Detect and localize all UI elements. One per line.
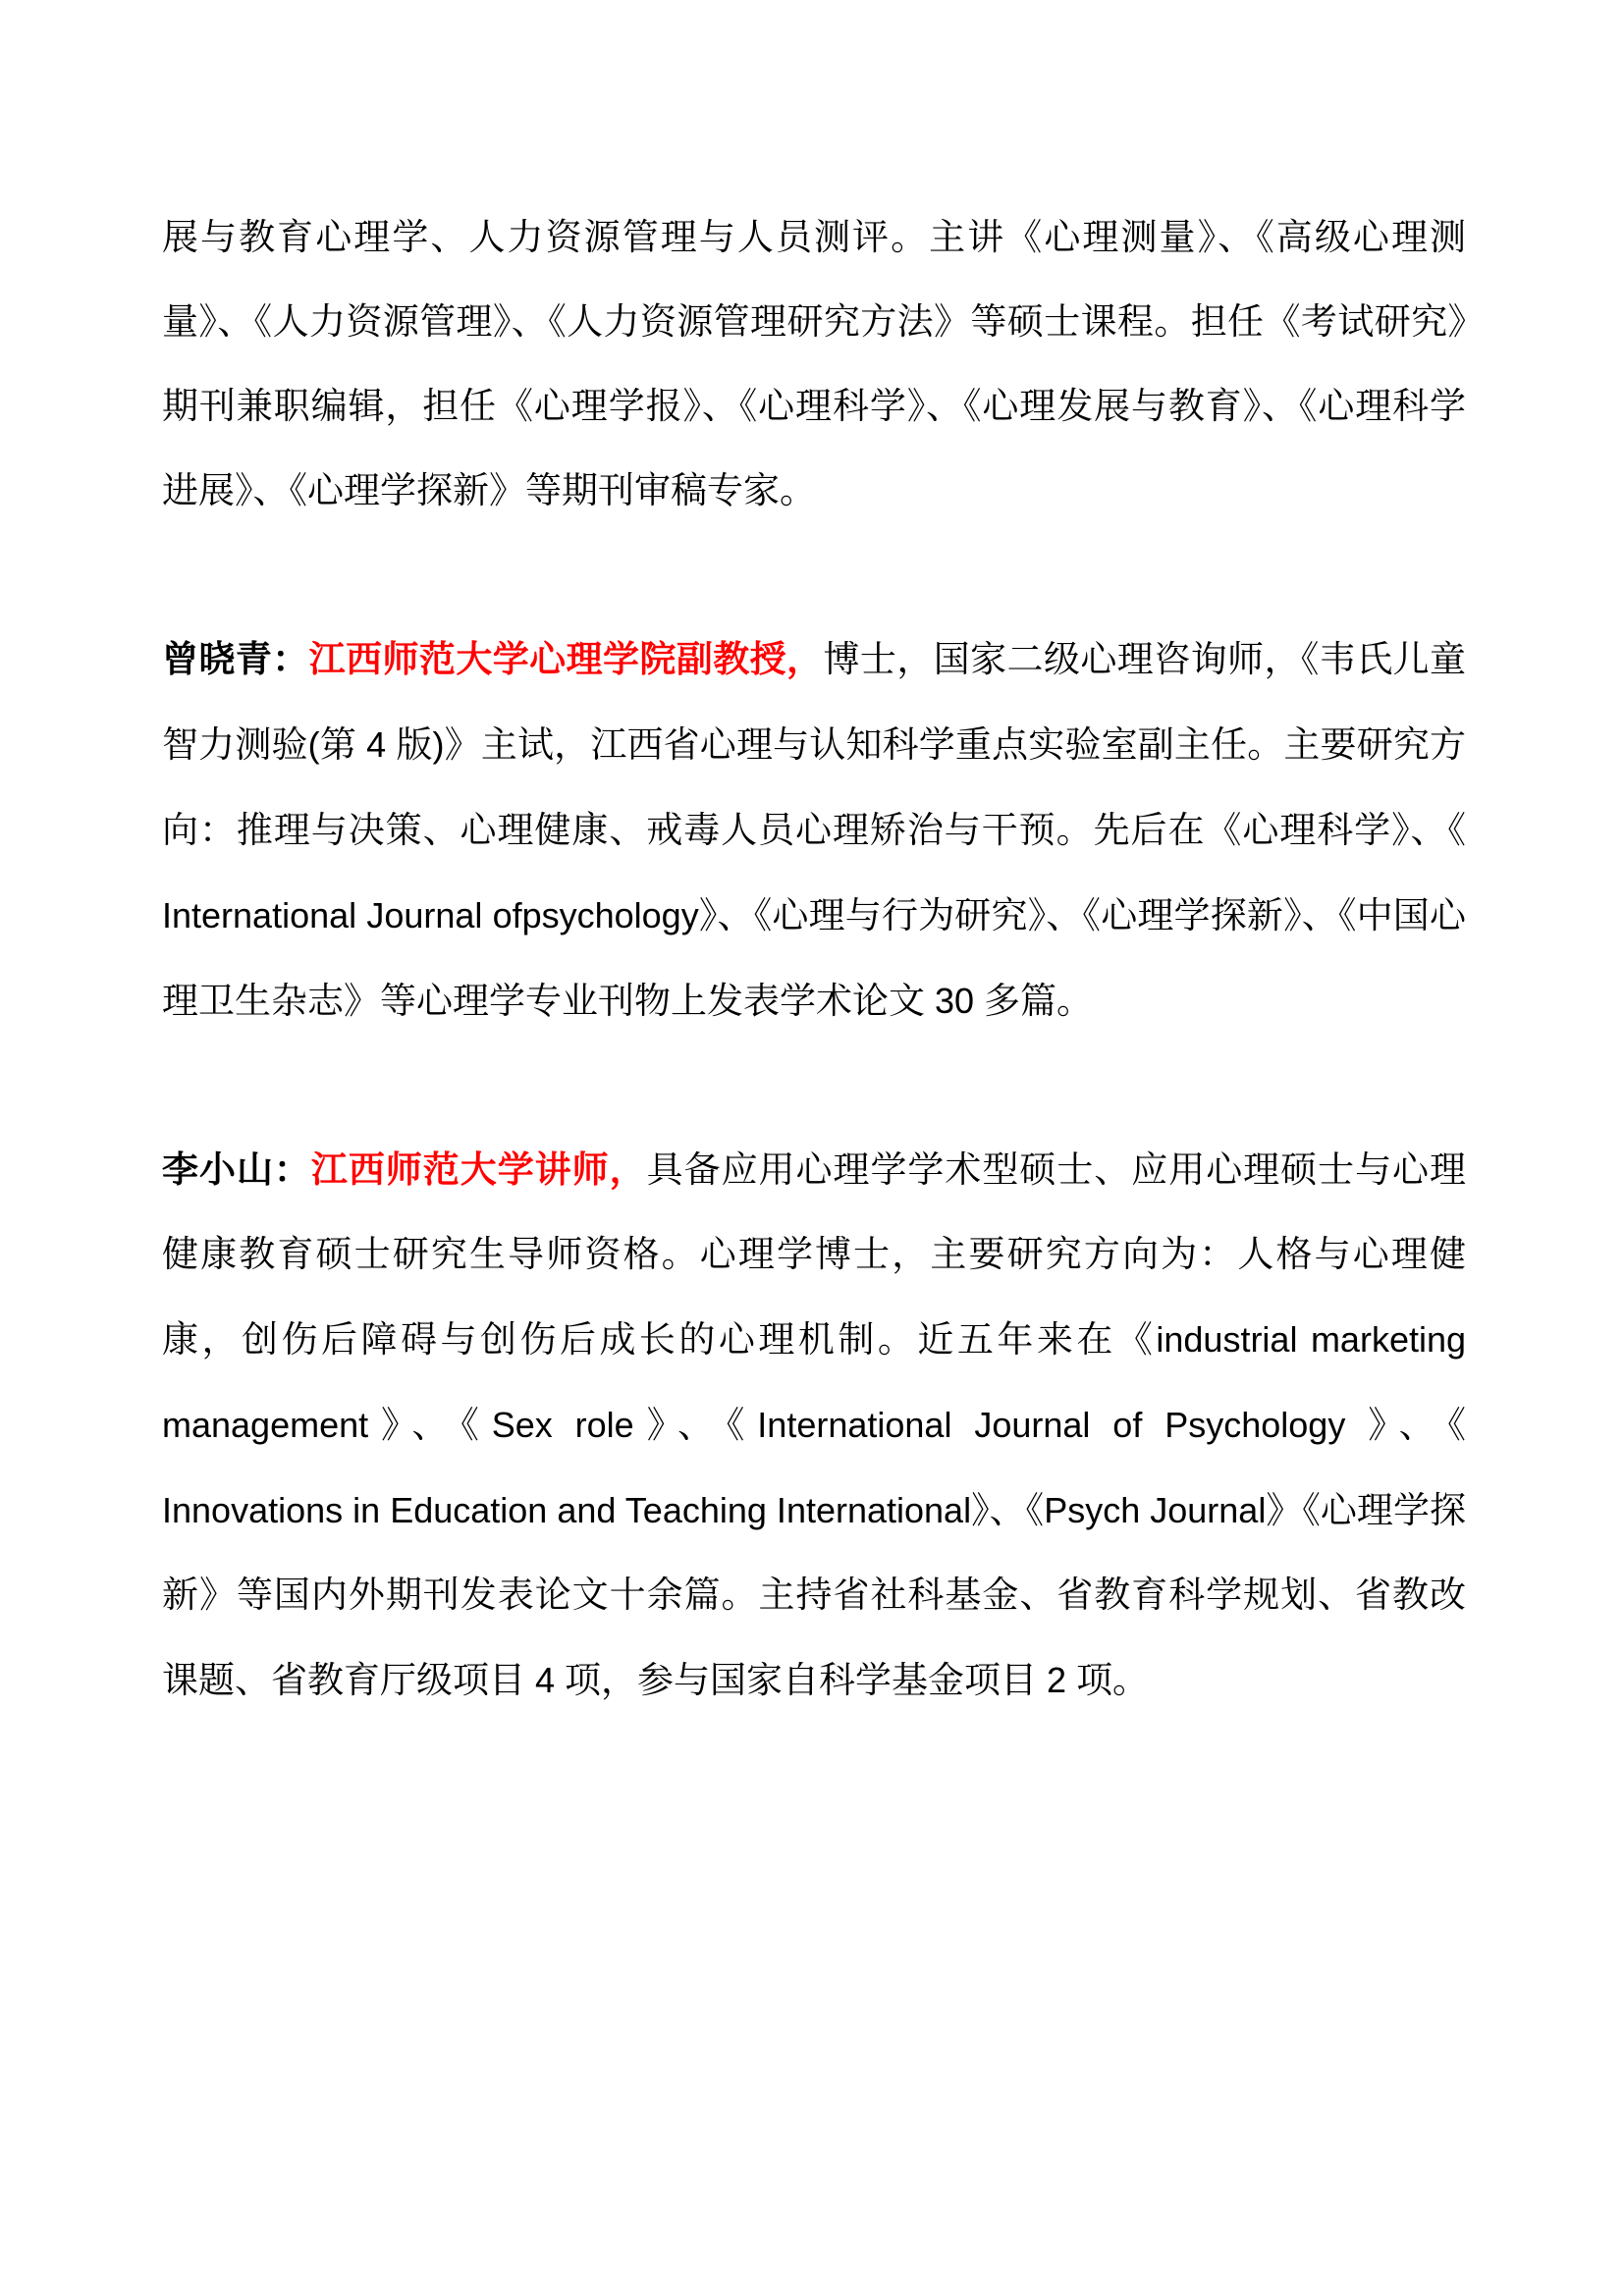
latin-text-run: 4	[355, 724, 397, 765]
text-segment: 李小山：	[162, 1150, 311, 1191]
latin-text-run: Innovations in Education and Teaching International	[162, 1490, 972, 1530]
latin-text-run: (	[307, 724, 320, 765]
paragraph-bio-zengxiaoqing	[162, 618, 1466, 1044]
latin-text-run: industrial marketing management	[162, 1319, 1467, 1445]
latin-text-run: Psych Journal	[1044, 1490, 1267, 1530]
paragraph-bio-continuation	[162, 196, 1466, 534]
latin-text-run: )	[432, 724, 445, 765]
paragraph-bio-lixiaoshan	[162, 1129, 1466, 1724]
latin-text-run: 4	[525, 1660, 566, 1700]
text-segment: 展与教育心理学、人力资源管理与人员测评。主讲《心理测量》、《高级心理测量》、《人力资源管理》、《人力资源管理研究方法》等硕士课程。担任《考试研究》期刊兼职编辑，担任《心理学报》、《心理科学》、《心理发展与教育》、《心理科学进展》、《心理学探新》等期刊审稿专家。	[162, 218, 1466, 511]
latin-text-run: Sex role	[491, 1405, 634, 1445]
text-segment: 江西师范大学讲师，	[310, 1150, 647, 1191]
latin-text-run: 2	[1037, 1660, 1077, 1700]
text-segment: 江西师范大学心理学院副教授，	[308, 640, 824, 680]
latin-text-run: International Journal ofpsychology	[162, 895, 699, 935]
text-segment: 具备应用心理学学术型硕士、应用心理硕士与心理健康教育硕士研究生导师资格。心理学博士，主要研究方向为：人格与心理健康，创伤后障碍与创伤后成长的心理机制。近五年来在《industrial marketing management》、《Sex role》、《International Journal of Psychology 》、《 Innovations in Education and Teaching International》、《Psych Journal》《心理学探新》等国内外期刊发表论文十余篇。主持省社科基金、省教育科学规划、省教改课题、省教育厅级项目 4 项，参与国家自科学基金项目 2 项。	[162, 1150, 1467, 1701]
text-segment: 博士，国家二级心理咨询师，《韦氏儿童智力测验(第 4 版)》主试，江西省心理与认知科学重点实验室副主任。主要研究方向：推理与决策、心理健康、戒毒人员心理矫治与干预。先后在《心理科学》、《 International Journal ofpsychology》、《心理与行为研究》、《心理学探新》、《中国心理卫生杂志》等心理学专业刊物上发表学术论文 30 多篇。	[162, 640, 1467, 1022]
text-segment: 曾晓青：	[162, 640, 309, 680]
latin-text-run: 30	[925, 981, 985, 1021]
document-body	[162, 196, 1466, 1724]
latin-text-run: International Journal of Psychology	[757, 1405, 1369, 1445]
